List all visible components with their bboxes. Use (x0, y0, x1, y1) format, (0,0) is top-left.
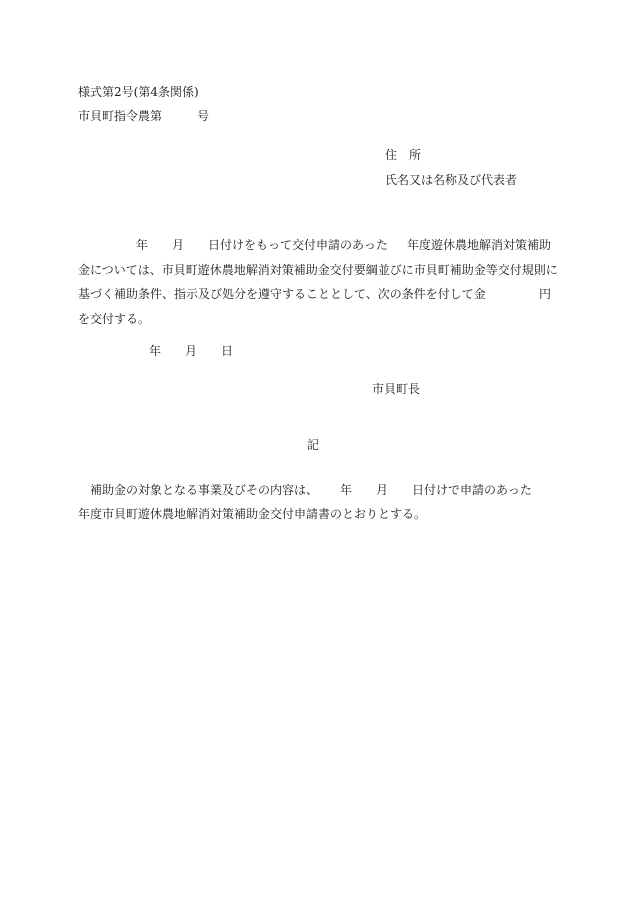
body-line-4 (78, 307, 553, 332)
name-representative-label: 氏名又は名称及び代表者 (385, 173, 518, 187)
body-line-1 (78, 233, 553, 258)
body-line-2-text: 金については、市貝町遊休農地解消対策補助金交付要綱並びに市貝町補助金等交付規則に (78, 262, 558, 277)
detail-line-1 (78, 478, 553, 502)
body-paragraph (78, 233, 558, 331)
record-heading: 記 (307, 438, 320, 452)
command-number-prefix: 市貝町指令農第 (78, 109, 163, 123)
form-number: 様式第2号(第4条関係) (78, 85, 199, 99)
body-yen: 円 (539, 287, 552, 301)
body-fy-title: 年度遊休農地解消対策補助 (407, 238, 552, 252)
body-line-3-text: 基づく補助条件、指示及び処分を遵守することとして、次の条件を付して金 (78, 287, 486, 301)
body-day-text: 日付けをもって交付申請のあった (208, 238, 388, 252)
date-month: 月 (185, 344, 198, 358)
detail-month: 月 (376, 483, 389, 497)
detail-year: 年 (340, 483, 353, 497)
command-number-suffix: 号 (197, 109, 210, 123)
body-line-2 (78, 258, 558, 283)
detail-line-2 (78, 502, 553, 526)
date-year: 年 (149, 344, 162, 358)
body-year: 年 (136, 238, 149, 252)
detail-line-2-text: 年度市貝町遊休農地解消対策補助金交付申請書のとおりとする。 (78, 507, 427, 521)
body-line-4-text: を交付する。 (78, 311, 151, 326)
body-line-3 (78, 282, 553, 307)
body-month: 月 (172, 238, 185, 252)
date-day: 日 (221, 344, 234, 358)
issuer-title: 市貝町長 (372, 382, 421, 396)
detail-line-1-start: 補助金の対象となる事業及びその内容は、 (90, 483, 319, 497)
address-label: 住 所 (385, 148, 422, 162)
detail-paragraph (78, 478, 553, 526)
detail-line-1-end: 日付けで申請のあった (412, 483, 532, 497)
